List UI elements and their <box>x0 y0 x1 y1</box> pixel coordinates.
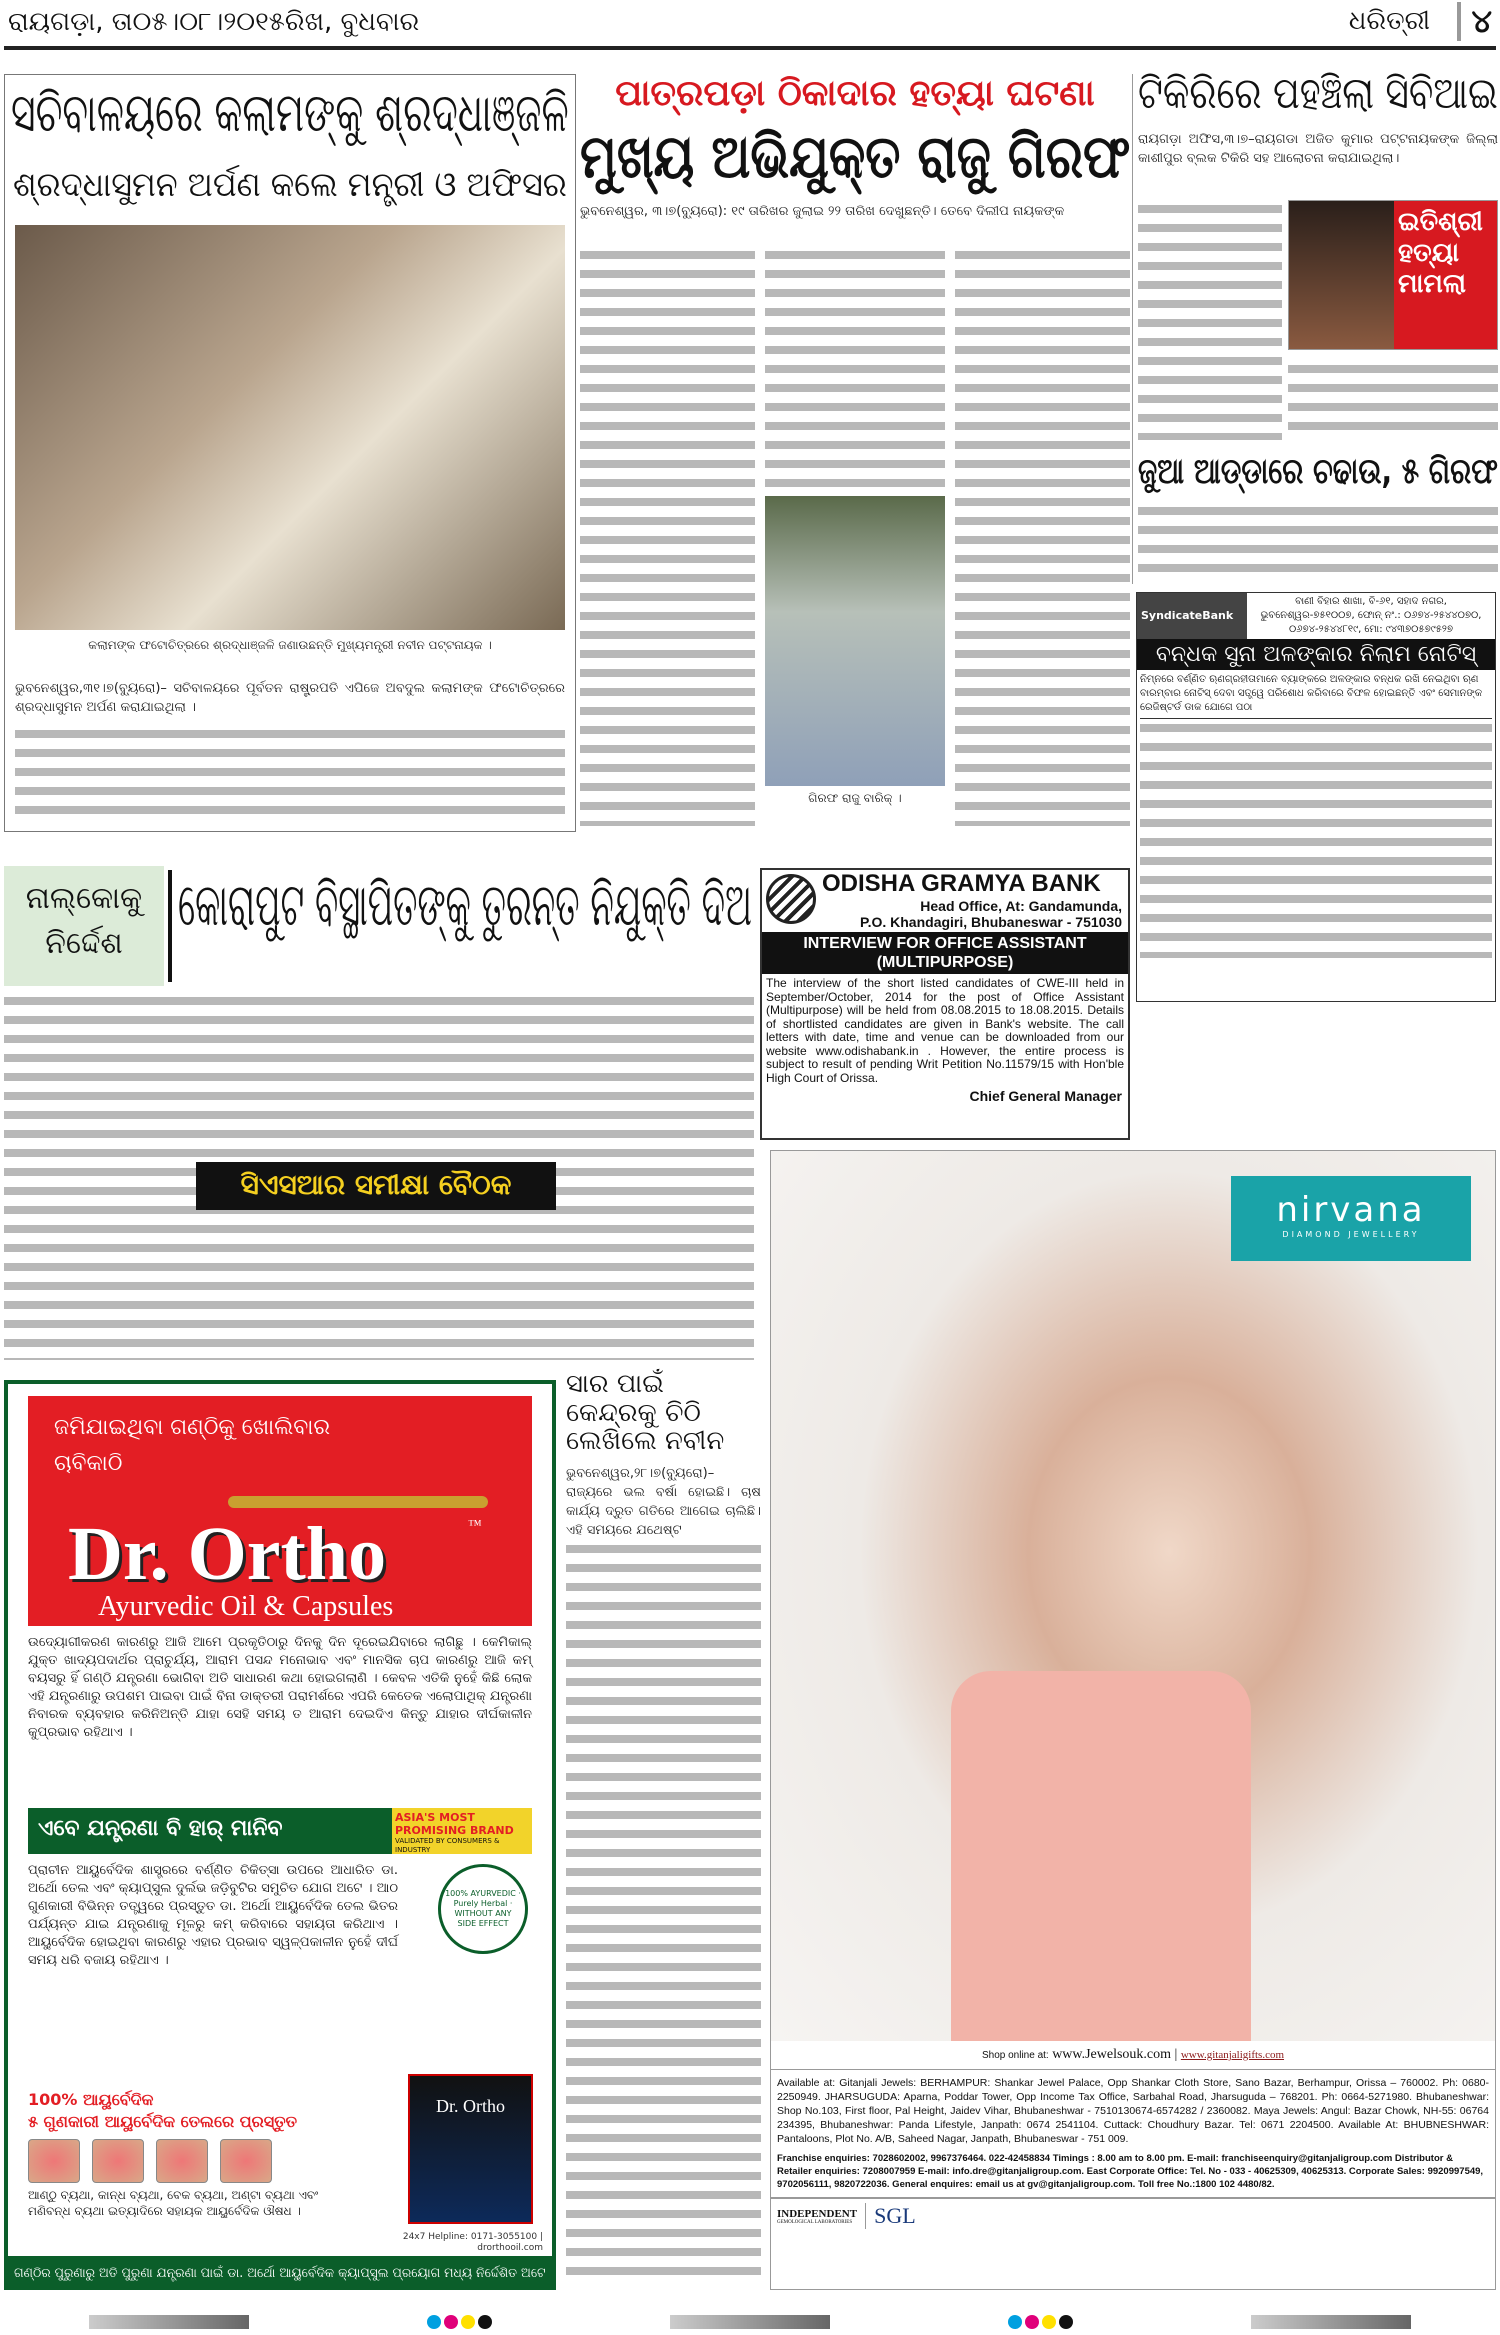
print-registration-marks <box>0 2308 1500 2335</box>
igl-sub: GEMOLOGICAL LABORATORIES <box>777 2219 853 2225</box>
notice-intro: ନିମ୍ନରେ ବର୍ଣ୍ଣିତ ଋଣଗ୍ରହୀତାମାନେ ବ୍ୟାଙ୍କରେ ଅଳଙ୍କାର ବନ୍ଧକ ରଖି ନେଇଥିବା ଋଣ ବାରମ୍ବାର ନୋଟିସ୍ ଦେବା ସତ୍ତ୍ୱେ ପରିଶୋଧ କରିବାରେ ବିଫଳ ହୋଇଛନ୍ତି ଏବଂ ସେମାନଙ୍କ ରେଜିଷ୍ଟର୍ଡ ଡାକ ଯୋଗେ ପଠା <box>1140 674 1483 713</box>
paper-logo: ଧରିତ୍ରୀ <box>1348 6 1430 36</box>
inset-label: ଇତିଶ୍ରୀ ହତ୍ୟା ମାମଲା <box>1394 201 1497 349</box>
pain-list: ଆଣ୍ଠୁ ବ୍ୟଥା, କାନ୍ଧ ବ୍ୟଥା, ବେକ ବ୍ୟଥା, ଅଣ୍ଟା ବ୍ୟଥା ଏବଂ ମଣିବନ୍ଧ ବ୍ୟଥା ଇତ୍ୟାଦିରେ ସହାୟକ ଆୟୁର୍ବେଦିକ ଔଷଧ । <box>28 2188 319 2218</box>
gitanjali-link[interactable]: www.gitanjaligifts.com <box>1180 2049 1285 2061</box>
divider <box>168 870 172 982</box>
trademark: ™ <box>468 1518 482 1533</box>
key-icon <box>228 1496 488 1508</box>
ortho-footer: ଗଣ୍ଠିର ପୁରୁଣାରୁ ଅତି ପୁରୁଣା ଯନ୍ତ୍ରଣା ପାଇଁ ଡା. ଅର୍ଥୋ ଆୟୁର୍ବେଦିକ କ୍ୟାପ୍ସୁଲ ପ୍ରୟୋଗ ମଧ୍ୟ ନିର୍ଦ୍ଦେଶିତ ଅଟେ <box>14 2266 546 2281</box>
ortho-tagline: ଜମିଯାଇଥିବା ଗଣ୍ଠିକୁ ଖୋଲିବାର ଚାବିକାଠି <box>54 1415 331 1476</box>
brand-name: Dr. Ortho <box>68 1512 387 1596</box>
photo-itishree <box>1289 201 1394 349</box>
body-col-2 <box>765 246 945 496</box>
product-box: Dr. Ortho <box>408 2074 533 2224</box>
ortho-para1: ଉଦ୍ୟୋଗୀକରଣ କାରଣରୁ ଆଜି ଆମେ ପ୍ରକୃତିଠାରୁ ଦିନକୁ ଦିନ ଦୂରେଇଯିବାରେ ଲାଗିଛୁ । କେମିକାଲ୍ ଯୁକ୍ତ ଖାଦ୍ୟପଦାର୍ଥର ପ୍ରାଚୁର୍ଯ୍ୟ, ଆରାମ ପସନ୍ଦ ମନୋଭାବ ଏବଂ ମାନସିକ ଚାପ କାରଣରୁ ଆଜି କମ୍ ବୟସରୁ ହିଁ ଗଣ୍ଠି ଯନ୍ତ୍ରଣା ଭୋଗିବା ଅତି ସାଧାରଣ କଥା ହୋଇଗଲାଣି । କେବଳ ଏତିକି ନୁହେଁ କିଛି ଲୋକ ଏହି ଯନ୍ତ୍ରଣାରୁ ଉପଶମ ପାଇବା ପାଇଁ ବିନା ଡାକ୍ତରୀ ପରାମର୍ଶରେ ଏପରି କେତେକ ଏଲୋପାଥିକ୍ ଯନ୍ତ୍ରଣା ନିବାରକ ବ୍ୟବହାର କରିନିଅନ୍ତି ଯାହା ସେହି ସମୟ ତ ଆରାମ ଦେଇଦିଏ କିନ୍ତୁ ଯାହାର ଦୀର୍ଘକାଳୀନ କୁପ୍ରଭାବ ରହିଥାଏ । <box>28 1635 532 1740</box>
story-cbi <box>1138 70 1498 585</box>
photo-raju <box>765 496 945 786</box>
headline-gambling: ଜୁଆ ଆଡ୍ଡାରେ ଚଢାଉ, ୫ ଗିରଫ <box>1138 451 1498 492</box>
tag-nalco: ନାଲ୍କୋକୁ ନିର୍ଦ୍ଦେଶ <box>4 866 164 986</box>
neck-pain-image <box>156 2139 208 2183</box>
ortho-banner2 <box>28 1808 532 1854</box>
body-text <box>15 725 565 823</box>
body-text-gambling <box>1138 502 1498 578</box>
csr-box: ସିଏସଆର ସମୀକ୍ଷା ବୈଠକ <box>240 1168 512 1201</box>
kicker: ପାତ୍ରପଡ଼ା ଠିକାଦାର ହତ୍ୟା ଘଟଣା <box>615 73 1095 114</box>
headline: ସଚିବାଳୟରେ କଲାମଙ୍କୁ ଶ୍ରଦ୍ଧାଞ୍ଜଳି <box>11 81 569 144</box>
body-col-1 <box>580 246 755 826</box>
photo-caption: କଲାମଙ୍କ ଫଟୋଚିତ୍ରରେ ଶ୍ରଦ୍ଧାଞ୍ଜଳି ଜଣାଉଛନ୍ତି ମୁଖ୍ୟମନ୍ତ୍ରୀ ନବୀନ ପଟ୍ଟନାୟକ । <box>88 638 492 652</box>
gray-bar <box>670 2315 830 2329</box>
dateline: ରାୟଗଡ଼ା, ତା୦୫।୦୮।୨୦୧୫ରିଖ, ବୁଧବାର <box>8 7 420 37</box>
ad-title: INTERVIEW FOR OFFICE ASSISTANT (MULTIPURPOSE) <box>762 932 1128 974</box>
nirvana-logo <box>1231 1176 1471 1261</box>
pain-images <box>28 2139 272 2183</box>
gold-auction-notice <box>1136 592 1496 1002</box>
story-raju-arrest <box>580 74 1130 832</box>
award-badge <box>392 1808 532 1854</box>
story-fertilizer <box>566 1370 761 2280</box>
knee-pain-image <box>28 2139 80 2183</box>
story-kalam <box>4 74 576 832</box>
body-text-2 <box>1288 360 1498 440</box>
syndicate-logo: SyndicateBank <box>1137 593 1247 639</box>
headline: ମୁଖ୍ୟ ଅଭିଯୁକ୍ତ ରାଜୁ ଗିରଫ <box>580 122 1131 192</box>
body-lead: ଭୁବନେଶ୍ୱର, ୩।୭(ବ୍ୟୁରୋ): ୧୯ ତାରିଖର ଜୁଲାଇ ୨୨ ତାରିଖ ଦେଖୁଛନ୍ତି। ତେବେ ଦିଲୀପ ନାୟକଙ୍କ <box>580 204 1065 219</box>
subhead: ଶ୍ରଦ୍ଧାସୁମନ ଅର୍ପଣ କଲେ ମନ୍ତ୍ରୀ ଓ ଅଫିସର <box>13 165 567 205</box>
lab-logos <box>771 2199 1495 2233</box>
gray-bar <box>89 2315 249 2329</box>
body-text <box>566 1540 761 2280</box>
body-lead: ଭୁବନେଶ୍ୱର,୨୮।୭(ବ୍ୟୁରୋ)– ରାଜ୍ୟରେ ଭଲ ବର୍ଷା ହୋଇଛି। ଚାଷ କାର୍ଯ୍ୟ ଦ୍ରୁତ ଗତିରେ ଆଗେଇ ଚାଲିଛି। ଏହି ସମୟରେ ଯଥେଷ୍ଟ <box>566 1465 761 1538</box>
ad-signature: Chief General Manager <box>969 1088 1122 1104</box>
notice-title: ବନ୍ଧକ ସୁନା ଅଳଙ୍କାର ନିଲାମ ନୋଟିସ୍ <box>1155 642 1477 667</box>
brand-sub: DIAMOND JEWELLERY <box>1282 1230 1420 1239</box>
brand-name: nirvana <box>1276 1190 1426 1230</box>
body-lead: ରାୟଗଡ଼ା ଅଫିସ,୩।୭–ରାୟଗଡା ଅଜିତ କୁମାର ପଟ୍ଟନାୟକଙ୍କ ଜିଲ୍ଲା କାଶୀପୁର ବ୍ଲକ ଟିକିରି ସହ ଆଲୋଚନା କରାଯାଇଥିଲା। <box>1138 132 1498 166</box>
masthead-rule <box>4 46 1496 50</box>
igl-logo: INDEPENDENT <box>777 2207 858 2220</box>
dress <box>951 1671 1251 2041</box>
herbal-seal: 100% AYURVEDIC · Purely Herbal · WITHOUT ANY SIDE EFFECT <box>438 1864 528 1954</box>
bank-name: ODISHA GRAMYA BANK <box>822 870 1101 897</box>
sgl-logo: SGL <box>865 2203 916 2229</box>
page-number: ୪ <box>1457 2 1492 41</box>
red-line2: ୫ ଗୁଣକାରୀ ଆୟୁର୍ବେଦିକ ତେଲରେ ପ୍ରସ୍ତୁତ <box>28 2112 298 2131</box>
dr-ortho-ad <box>4 1380 556 2290</box>
body-text <box>1138 200 1282 440</box>
gray-bar <box>1251 2315 1411 2329</box>
headline: ଟିକିରିରେ ପହଞ୍ଚିଲା ସିବିଆଇ <box>1138 68 1498 119</box>
headline: ସାର ପାଇଁ କେନ୍ଦ୍ରକୁ ଚିଠି ଲେଖିଲେ ନବୀନ <box>566 1369 725 1457</box>
photo-caption: ଗିରଫ ରାଜୁ ବାରିକ୍ । <box>808 791 902 805</box>
notice-table <box>1140 718 1492 958</box>
banner-text: ଏବେ ଯନ୍ତ୍ରଣା ବି ହାର୍ ମାନିବ <box>38 1816 283 1841</box>
enquiries: Franchise enquiries: 7028602002, 9967376464. 022-42458834 Timings : 8.00 am to 8.00 pm. E-mail: franchiseenquiry@gitanjaligroup.com Distributor & Retailer enquiries: 7208007959 E-mail: info.dre@gitanjaligroup.com. East Corporate Office: Tel. No - 033 - 40625309, 40625313. Corporate Sales: 9920997549, 9702056111, 9820722036. General enquires: email us at gv@gitanjaligroup.com. Toll free No.:1800 102 4480/82. <box>771 2152 1495 2199</box>
jewelsouk-link[interactable]: www.Jewelsouk.com <box>1052 2047 1172 2062</box>
gramya-bank-ad <box>760 868 1130 1140</box>
bank-logo-icon <box>766 874 816 924</box>
ortho-para2: ପ୍ରାଚୀନ ଆୟୁର୍ବେଦିକ ଶାସ୍ତ୍ରରେ ବର୍ଣ୍ଣିତ ଚିକିତ୍ସା ଉପରେ ଆଧାରିତ ଡା. ଅର୍ଥୋ ତେଲ ଏବଂ କ୍ୟାପ୍ସୁଲ ଦୁର୍ଲଭ ଜଡ଼ିବୁଟିର ସମୁଚିତ ଯୋଗ ଅଟେ । ଆଠ ଗୁଣକାରୀ ବିଭିନ୍ନ ତତ୍ତ୍ୱରେ ପ୍ରସ୍ତୁତ ଡା. ଅର୍ଥୋ ଆୟୁର୍ବେଦିକ ତେଲ ଭିତର ପର୍ଯ୍ୟନ୍ତ ଯାଇ ଯନ୍ତ୍ରଣାକୁ ମୂଳରୁ କମ୍ କରିବାରେ ସହାୟତା କରିଥାଏ । ଆୟୁର୍ବେଦିକ ହୋଇଥିବା କାରଣରୁ ଏହାର ପ୍ରଭାବ ସ୍ୱଳ୍ପକାଳୀନ ନୁହେଁ ଦୀର୍ଘ ସମୟ ଧରି ବଜାୟ ରହିଥାଏ । <box>28 1863 398 1968</box>
cmyk-dots <box>427 2315 492 2329</box>
shop-label: Shop online at: <box>981 2050 1049 2061</box>
red-line1: 100% ଆୟୁର୍ବେଦିକ <box>28 2090 154 2109</box>
award-title: ASIA'S MOST PROMISING BRAND <box>395 1811 514 1837</box>
body-col-3 <box>955 246 1130 826</box>
divider <box>1132 74 1133 584</box>
ortho-banner <box>28 1396 532 1626</box>
back-pain-image <box>220 2139 272 2183</box>
photo-cm-tribute <box>15 225 565 630</box>
product-line: Ayurvedic Oil & Capsules <box>98 1591 394 1622</box>
ad-body: The interview of the short listed candidates of CWE-III held in September/October, 2014 for the post of Office Assistant (Multipurpose) will be held from 08.08.2015 to 18.08.2015. Details of shortlisted candidates are given in Bank's website. The call letters with date, time and venue can be downloaded from our website www.odishabank.in . However, the entire process is subject to result of pending Writ Petition No.11579/15 with Hon'ble High Court of Orissa. <box>766 976 1124 1085</box>
bank-addr1: Head Office, At: Gandamunda, <box>920 898 1122 914</box>
bank-addr2: P.O. Khandagiri, Bhubaneswar - 751030 <box>860 914 1122 930</box>
body-lead: ଭୁବନେଶ୍ୱର,୩୧।୭(ବ୍ୟୁରୋ)– ସଚିବାଳୟରେ ପୂର୍ବତନ ରାଷ୍ଟ୍ରପତି ଏପିଜେ ଅବଦୁଲ କଲାମଙ୍କ ଫଟୋଚିତ୍ରରେ ଶ୍ରଦ୍ଧାସୁମନ ଅର୍ପଣ କରାଯାଇଥିଲା । <box>15 681 565 715</box>
cmyk-dots <box>1008 2315 1073 2329</box>
award-sub: VALIDATED BY CONSUMERS & INDUSTRY <box>395 1837 500 1854</box>
model-photo <box>771 1151 1495 2041</box>
headline-koraput: କୋରାପୁଟ ବିସ୍ଥାପିତଙ୍କୁ ତୁରନ୍ତ ନିଯୁକ୍ତି ଦିଅ <box>178 870 752 940</box>
helpline: 24x7 Helpline: 0171-3055100 | drorthooil.com <box>402 2232 543 2253</box>
nirvana-ad: nirvana DIAMOND JEWELLERY Shop online at: www.Jewelsouk.com | www.gitanjaligifts.com Available at: Gitanjali Jewels: BERHAMPUR: Shankar Jewel Palace, Opp Shankar Cloth Store, Sano Bazar, Berhampur, Orissa – 760002. Ph: 0680-2250949. JHARSUGUDA: Aparna, Poddar Tower, Opp Income Tax Office, Sarbahal Road, Jharsuguda – 768201. Ph: 0664-5271980. Bhubaneshwar: Shop No.103, First floor, Pal Height, Jaidev Vihar, Bhubaneshwar - 7510130674-6574282 / 2360082. Maya Jewels: Angul: Bazar Chowk, NH-55: 06764 234395, Bhubaneshwar: Panda Lifestyle, Janpath: 0674 2541104. Cuttack: Choudhury Bazar. Tel: 0671 2204500. Available At: BHUBNESHWAR: Pantaloons, Plot No. A/B, Saheed Nagar, Janpath, Bhubaneswar - 751 009. Franchise enquiries: 7028602002, 9967376464. 022-42458834 Timings : 8.00 am to 8.00 pm. E-mail: franchiseenquiry@gitanjaligroup.com Distributor & Retailer enquiries: 7208007959 E-mail: info.dre@gitanjaligroup.com. East Corporate Office: Tel. No - 033 - 40625309, 40625313. Corporate Sales: 9920997549, 9702056111, 9820722036. General enquires: email us at gv@gitanjaligroup.com. Toll free No.:1800 102 4480/82. INDEPENDENT GEMOLOGICAL LABORATORIES SGL <box>770 1150 1496 2290</box>
branch-address: ବାଣୀ ବିହାର ଶାଖା, ବି-୬୧, ସହାଦ ନଗର, ଭୁବନେଶ୍ୱର-୭୫୧୦୦୭, ଫୋନ୍ ନଂ.: ୦୬୭୪-୨୫୪୪୦୭୦, ୦୬୭୪-୨୫୪୪୮୧୯, ମୋ: ୯୪୩୭୦୫୭୯୫୨୭ <box>1260 596 1482 635</box>
store-list: Available at: Gitanjali Jewels: BERHAMPUR: Shankar Jewel Palace, Opp Shankar Cloth Store, Sano Bazar, Berhampur, Orissa – 760002. Ph: 0680-2250949. JHARSUGUDA: Aparna, Poddar Tower, Opp Income Tax Office, Sarbahal Road, Jharsuguda – 768201. Ph: 0664-5271980. Bhubaneshwar: Shop No.103, First floor, Pal Height, Jaidev Vihar, Bhubaneshwar - 7510130674-6574282 / 2360082. Maya Jewels: Angul: Bazar Chowk, NH-55: 06764 234395, Bhubaneshwar: Panda Lifestyle, Janpath: 0674 2541104. Cuttack: Choudhury Bazar. Tel: 0671 2204500. Available At: BHUBNESHWAR: Pantaloons, Plot No. A/B, Saheed Nagar, Janpath, Bhubaneswar - 751 009. <box>777 2077 1489 2145</box>
shoulder-pain-image <box>92 2139 144 2183</box>
